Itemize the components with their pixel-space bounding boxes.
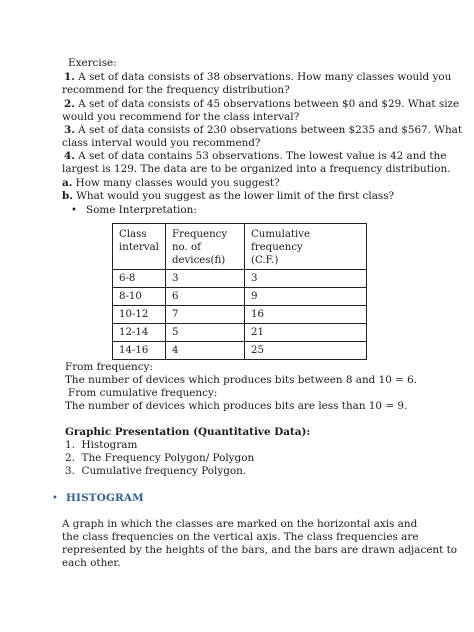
table-header-row <box>113 224 367 270</box>
graphic-item-1: 1. Histogram <box>65 439 138 451</box>
table-row <box>113 324 367 342</box>
note-frequency-result: The number of devices which produces bits between 8 and 10 = 6. <box>65 374 418 386</box>
exercise-sub-a: a. How many classes would you suggest? <box>62 177 280 189</box>
graphic-title: Graphic Presentation (Quantitative Data): <box>65 426 311 438</box>
exercise-item-4-cont: largest is 129. The data are to be organized into a frequency distribution. <box>62 163 451 175</box>
graphic-item-2: 2. The Frequency Polygon/ Polygon <box>65 452 255 464</box>
cell-frequency: 4 <box>166 342 245 360</box>
exercise-item-2: 2. A set of data consists of 45 observations between $0 and $29. What size <box>64 98 460 110</box>
table-row <box>113 342 367 360</box>
exercise-item-3: 3. A set of data consists of 230 observations between $235 and $567. What <box>64 124 463 136</box>
note-from-frequency: From frequency: <box>65 361 153 373</box>
cell-class: 10-12 <box>113 306 166 324</box>
exercise-item-1-cont: recommend for the frequency distribution? <box>62 84 290 96</box>
cell-class: 12-14 <box>113 324 166 342</box>
interpretation-label: Some Interpretation: <box>86 204 197 216</box>
exercise-item-1: 1. A set of data consists of 38 observations. How many classes would you <box>64 71 452 83</box>
cell-cumulative: 9 <box>245 288 367 306</box>
cell-cumulative: 25 <box>245 342 367 360</box>
histogram-desc-line-3: represented by the heights of the bars, and the bars are drawn adjacent to <box>62 544 458 556</box>
histogram-bullet-icon: • <box>52 493 58 504</box>
cell-class: 8-10 <box>113 288 166 306</box>
exercise-item-2-cont: would you recommend for the class interval? <box>62 111 300 123</box>
histogram-desc-line-1: A graph in which the classes are marked on the horizontal axis and <box>62 518 418 530</box>
header-cumulative-frequency: Cumulative frequency (C.F.) <box>245 224 367 270</box>
graphic-item-3: 3. Cumulative frequency Polygon. <box>65 465 247 477</box>
histogram-heading: HISTOGRAM <box>66 492 144 504</box>
cell-class: 6-8 <box>113 270 166 288</box>
cell-cumulative: 21 <box>245 324 367 342</box>
cell-cumulative: 16 <box>245 306 367 324</box>
table-row <box>113 288 367 306</box>
note-cumulative-result: The number of devices which produces bits are less than 10 = 9. <box>65 400 408 412</box>
histogram-desc-line-2: the class frequencies on the vertical axis. The class frequencies are <box>62 531 419 543</box>
table-row <box>113 270 367 288</box>
cell-frequency: 6 <box>166 288 245 306</box>
table-row <box>113 306 367 324</box>
frequency-table <box>112 223 367 360</box>
header-class-interval: Class interval <box>113 224 166 270</box>
exercise-sub-b: b. What would you suggest as the lower limit of the first class? <box>62 190 395 202</box>
bullet-icon: • <box>71 205 77 216</box>
cell-class: 14-16 <box>113 342 166 360</box>
cell-frequency: 3 <box>166 270 245 288</box>
exercise-item-4: 4. A set of data contains 53 observations. The lowest value is 42 and the <box>64 150 447 162</box>
cell-frequency: 7 <box>166 306 245 324</box>
exercise-item-3-cont: class interval would you recommend? <box>62 137 261 149</box>
cell-frequency: 5 <box>166 324 245 342</box>
cell-cumulative: 3 <box>245 270 367 288</box>
exercise-heading: Exercise: <box>68 57 117 69</box>
note-from-cumulative: From cumulative frequency: <box>68 387 218 399</box>
histogram-desc-line-4: each other. <box>62 557 121 569</box>
header-frequency: Frequency no. of devices(fi) <box>166 224 245 270</box>
